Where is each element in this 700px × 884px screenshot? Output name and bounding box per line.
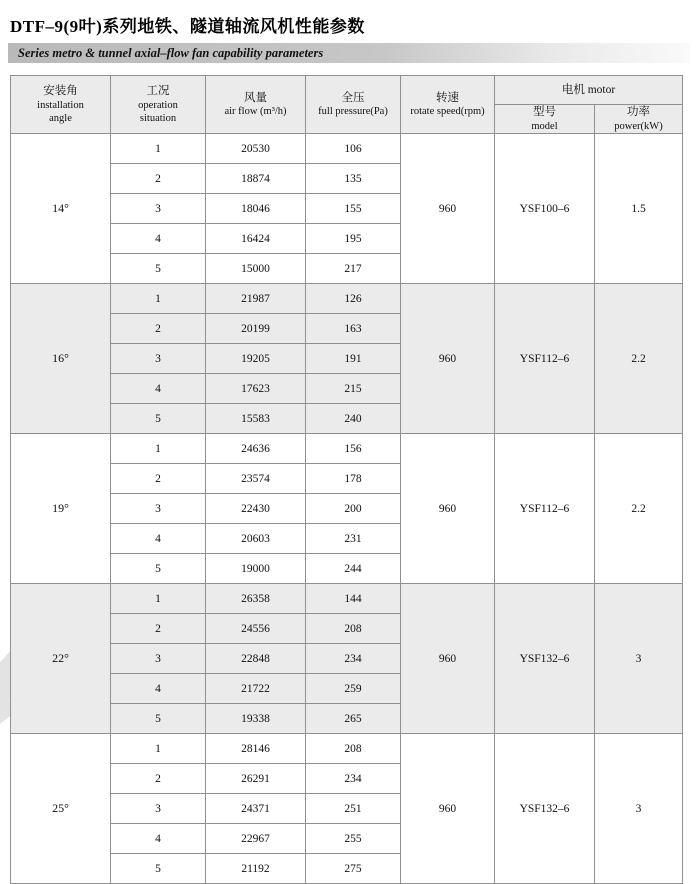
cell-rotate-speed: 960 [401,584,495,734]
header-motor-en: motor [587,83,616,96]
cell-full-pressure: 126 [306,284,401,314]
cell-air-flow: 24636 [206,434,306,464]
header-operation-situation [111,76,206,134]
cell-full-pressure: 135 [306,164,401,194]
cell-full-pressure: 231 [306,524,401,554]
table-row [11,434,683,464]
cell-air-flow: 20603 [206,524,306,554]
header-speed-en: rotate speed(rpm) [410,106,485,118]
cell-operation-situation: 5 [111,554,206,584]
cell-installation-angle: 22° [11,584,111,734]
cell-motor-model: YSF132–6 [495,734,595,884]
cell-motor-model: YSF112–6 [495,434,595,584]
cell-operation-situation: 5 [111,254,206,284]
cell-full-pressure: 255 [306,824,401,854]
header-full-pressure [306,76,401,134]
cell-motor-power: 3 [595,734,683,884]
table-row [11,134,683,164]
cell-operation-situation: 4 [111,224,206,254]
cell-rotate-speed: 960 [401,734,495,884]
cell-operation-situation: 5 [111,854,206,884]
cell-operation-situation: 4 [111,824,206,854]
cell-full-pressure: 144 [306,584,401,614]
cell-motor-power: 1.5 [595,134,683,284]
header-motor-cn: 电机 [561,83,585,96]
page-subtitle: Series metro & tunnel axial–flow fan capability parameters [8,43,690,63]
header-pressure-cn: 全压 [341,91,365,104]
cell-operation-situation: 5 [111,704,206,734]
cell-operation-situation: 1 [111,584,206,614]
header-motor-power [595,105,683,134]
header-air-flow [206,76,306,134]
cell-full-pressure: 217 [306,254,401,284]
header-airflow-cn: 风量 [244,91,267,104]
cell-full-pressure: 208 [306,734,401,764]
cell-air-flow: 20199 [206,314,306,344]
table-header [11,76,683,134]
header-installation-angle [11,76,111,134]
cell-air-flow: 19338 [206,704,306,734]
cell-air-flow: 18046 [206,194,306,224]
cell-full-pressure: 156 [306,434,401,464]
cell-operation-situation: 2 [111,464,206,494]
table-row [11,584,683,614]
cell-rotate-speed: 960 [401,284,495,434]
cell-air-flow: 21987 [206,284,306,314]
cell-air-flow: 26291 [206,764,306,794]
cell-air-flow: 24556 [206,614,306,644]
table-row [11,734,683,764]
cell-full-pressure: 106 [306,134,401,164]
header-motor [495,76,683,105]
cell-operation-situation: 3 [111,794,206,824]
cell-full-pressure: 155 [306,194,401,224]
cell-full-pressure: 275 [306,854,401,884]
cell-full-pressure: 240 [306,404,401,434]
cell-air-flow: 21192 [206,854,306,884]
cell-motor-model: YSF100–6 [495,134,595,284]
cell-operation-situation: 1 [111,734,206,764]
page-title: DTF–9(9叶)系列地铁、隧道轴流风机性能参数 [10,17,365,36]
cell-rotate-speed: 960 [401,134,495,284]
table-row [11,284,683,314]
cell-operation-situation: 4 [111,524,206,554]
cell-air-flow: 15583 [206,404,306,434]
cell-air-flow: 19205 [206,344,306,374]
cell-air-flow: 22848 [206,644,306,674]
cell-air-flow: 26358 [206,584,306,614]
header-motor-model [495,105,595,134]
cell-operation-situation: 2 [111,764,206,794]
table-body [11,134,683,884]
header-rotate-speed [401,76,495,134]
cell-full-pressure: 163 [306,314,401,344]
cell-air-flow: 20530 [206,134,306,164]
cell-air-flow: 17623 [206,374,306,404]
cell-full-pressure: 191 [306,344,401,374]
cell-installation-angle: 19° [11,434,111,584]
cell-operation-situation: 1 [111,434,206,464]
cell-air-flow: 22967 [206,824,306,854]
cell-operation-situation: 2 [111,164,206,194]
cell-air-flow: 23574 [206,464,306,494]
cell-operation-situation: 5 [111,404,206,434]
cell-installation-angle: 25° [11,734,111,884]
header-angle-en2: angle [49,112,72,124]
cell-operation-situation: 2 [111,314,206,344]
cell-full-pressure: 178 [306,464,401,494]
cell-operation-situation: 2 [111,614,206,644]
cell-operation-situation: 3 [111,644,206,674]
header-power-cn: 功率 [627,106,650,119]
header-operation-cn: 工况 [146,85,170,98]
cell-motor-power: 2.2 [595,434,683,584]
cell-full-pressure: 251 [306,794,401,824]
cell-operation-situation: 1 [111,134,206,164]
cell-motor-power: 2.2 [595,284,683,434]
cell-operation-situation: 1 [111,284,206,314]
cell-air-flow: 16424 [206,224,306,254]
fan-parameters-table [10,75,683,884]
header-model-cn: 型号 [533,106,556,119]
cell-operation-situation: 3 [111,344,206,374]
cell-air-flow: 22430 [206,494,306,524]
cell-full-pressure: 215 [306,374,401,404]
cell-air-flow: 19000 [206,554,306,584]
cell-full-pressure: 234 [306,644,401,674]
cell-full-pressure: 265 [306,704,401,734]
header-model-en: model [531,120,558,132]
cell-air-flow: 15000 [206,254,306,284]
cell-installation-angle: 16° [11,284,111,434]
cell-air-flow: 28146 [206,734,306,764]
header-angle-cn: 安装角 [43,85,78,98]
cell-rotate-speed: 960 [401,434,495,584]
header-angle-en: installation [37,99,84,111]
cell-full-pressure: 208 [306,614,401,644]
cell-full-pressure: 234 [306,764,401,794]
cell-full-pressure: 259 [306,674,401,704]
cell-full-pressure: 195 [306,224,401,254]
header-pressure-en: full pressure(Pa) [318,106,388,118]
cell-motor-power: 3 [595,584,683,734]
cell-installation-angle: 14° [11,134,111,284]
cell-air-flow: 21722 [206,674,306,704]
header-operation-en: operation [138,99,178,111]
header-row-1 [11,76,683,105]
header-power-en: power(kW) [614,120,663,132]
cell-motor-model: YSF112–6 [495,284,595,434]
cell-full-pressure: 200 [306,494,401,524]
cell-full-pressure: 244 [306,554,401,584]
header-speed-cn: 转速 [436,91,459,104]
cell-motor-model: YSF132–6 [495,584,595,734]
cell-air-flow: 24371 [206,794,306,824]
cell-operation-situation: 4 [111,674,206,704]
cell-operation-situation: 3 [111,194,206,224]
header-airflow-en: air flow (m³/h) [224,106,287,118]
header-operation-en2: situation [139,112,177,124]
cell-air-flow: 18874 [206,164,306,194]
cell-operation-situation: 3 [111,494,206,524]
cell-operation-situation: 4 [111,374,206,404]
